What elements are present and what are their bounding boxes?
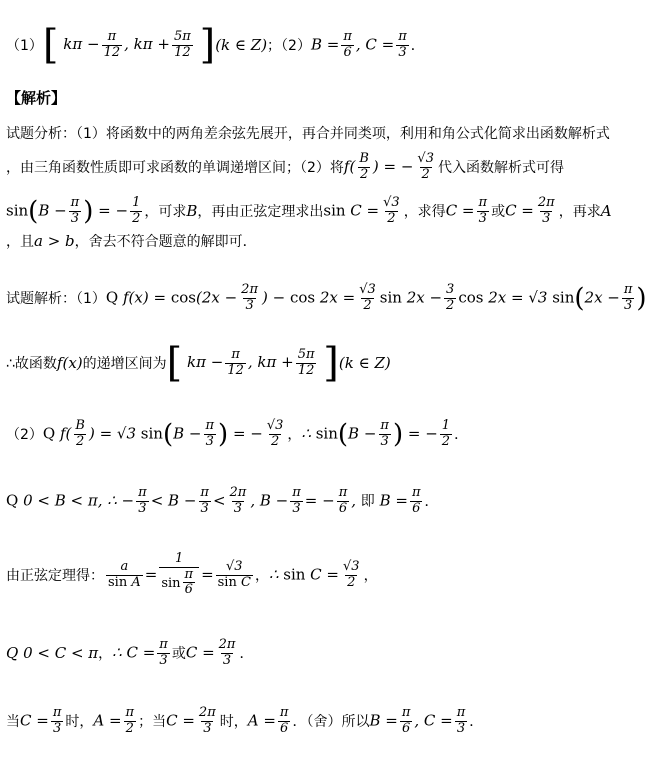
answer-separator: ；（2）: [267, 38, 311, 54]
solution-line-3-sep: ，: [287, 427, 302, 443]
solution-line-7-text-c: ；当: [138, 714, 167, 730]
answer-part1-set: (k ∈ Z): [215, 36, 268, 54]
analysis-heading: 【解析】: [6, 88, 67, 107]
solution-line-5-expr: $\frac{a}{\text{sin A}}$ = 1 sin $\frac{\pi}{6}$ = $\frac{√3}{\text{sin C}}$: [108, 550, 251, 598]
summary-line-3-expr1: sin(B − $\frac{\pi}{3}$ ) = − $\frac{1}{2}$: [6, 194, 141, 226]
solution-line-5-sep: ，: [254, 568, 269, 584]
summary-line-4-text-a: ，且: [6, 234, 34, 250]
summary-line-3-var-a: A: [600, 202, 612, 220]
answer-part1-label: （1）: [6, 38, 43, 54]
solution-line-3-end: ．: [454, 427, 469, 443]
summary-line-3-text-d: ，求得: [403, 204, 446, 220]
solution-line-7-text-d: 时，: [219, 714, 248, 730]
solution-line-7-text-a: 当: [6, 714, 20, 730]
solution-line-2-fx: f(x): [56, 354, 83, 372]
solution-line-6-expr3: C = $\frac{2\pi}{3}$: [185, 636, 236, 668]
solution-line-4-end: ．: [424, 494, 439, 510]
summary-line-3-text-c: ，再由正弦定理求出: [197, 204, 324, 220]
summary-line-3-expr3: C = $\frac{\pi}{3}$: [445, 194, 488, 226]
summary-line-3: [6, 188, 624, 234]
answer-line: [6, 20, 624, 70]
solution-line-2-set: (k ∈ Z): [338, 354, 391, 372]
solution-line-7: [6, 698, 624, 744]
solution-line-7-expr2: A = $\frac{\pi}{2}$: [93, 704, 135, 736]
solution-line-2-interval: [ kπ − $\frac{\pi}{12}$ , kπ + $\frac{5\pi}{12}$ ]: [166, 340, 339, 386]
solution-line-5-text-a: 由正弦定理得：: [6, 568, 104, 584]
answer-part2-result: B = $\frac{\pi}{6}$ , C = $\frac{\pi}{3}$: [310, 28, 407, 60]
solution-line-2-text-b: 的递增区间为: [82, 356, 167, 372]
summary-line-3-expr4: C = $\frac{2\pi}{3}$: [505, 194, 555, 226]
solution-line-1: [6, 274, 647, 322]
solution-line-3: [6, 410, 624, 458]
solution-line-5-end: ，: [363, 568, 378, 584]
solution-line-7-expr1: C = $\frac{\pi}{3}$: [20, 704, 62, 736]
summary-line-2: [6, 146, 624, 188]
solution-line-5: [6, 546, 624, 604]
solution-line-1-expr: Q f(x) = cos(2x − $\frac{2\pi}{3}$ ) − cos 2x = $\frac{√3}{2}$ sin 2x − $\frac{3}{2}$ cos 2x = √3 sin(2x − $\frac{\pi}{3}$ ): [105, 281, 647, 313]
solution-line-7-text-b: 时，: [65, 714, 94, 730]
summary-line-4: [6, 230, 624, 252]
summary-line-2-text-a: ，由三角函数性质即可求函数的单调递增区间；（2）将: [6, 160, 344, 176]
summary-line-4-expr: a > b: [34, 232, 75, 250]
solution-line-2: [6, 338, 624, 388]
summary-line-2-text-b: 代入函数解析式可得: [437, 160, 564, 176]
answer-part1-interval: [ kπ − $\frac{\pi}{12}$ , kπ + $\frac{5\pi}{12}$ ]: [42, 22, 216, 68]
solution-line-4-expr: Q 0 < B < π, ∴ − $\frac{\pi}{3}$ < B − $\frac{\pi}{3}$ < $\frac{2\pi}{3}$ , B − $\frac{\pi}{3}$ = − $\frac{\pi}{6}$ , 即 B = $\frac{\pi}{6}$: [6, 484, 421, 516]
solution-line-7-end: ．: [469, 714, 484, 730]
solution-line-3-expr1: Q f( $\frac{B}{2}$ ) = √3 sin(B − $\frac{\pi}{3}$ ) = − $\frac{√3}{2}$: [42, 417, 284, 449]
solution-line-4: [6, 478, 624, 524]
solution-line-3-expr2: ∴ sin(B − $\frac{\pi}{3}$ ) = − $\frac{1}{2}$: [301, 417, 451, 449]
solution-line-7-text-e: ．（舍）所以: [292, 714, 370, 730]
summary-line-3-text-a: ，可求: [144, 204, 187, 220]
solution-line-3-label: （2）: [6, 427, 43, 443]
solution-line-6-end: ．: [239, 646, 254, 662]
solution-line-7-expr3: C = $\frac{2\pi}{3}$: [166, 704, 216, 736]
solution-line-2-text-a: ∴故函数: [6, 356, 57, 372]
summary-line-3-text-f: ，再求: [558, 204, 601, 220]
summary-line-1: 试题分析：（1）将函数中的两角差余弦先展开，再合并同类项，利用和角公式化简求出函数解析式: [6, 126, 610, 142]
solution-line-6-sep: ，: [98, 646, 113, 662]
solution-line-6: [6, 630, 624, 676]
solution-line-6-expr: Q 0 < C < π: [6, 644, 99, 662]
solution-line-7-expr5: B = $\frac{\pi}{6}$ , C = $\frac{\pi}{3}$: [369, 704, 466, 736]
solution-line-6-expr2: ∴ C = $\frac{\pi}{3}$: [112, 636, 168, 668]
summary-line-4-text-b: ，舍去不符合题意的解即可．: [74, 234, 257, 250]
answer-end: ．: [410, 38, 425, 54]
solution-line-7-expr4: A = $\frac{\pi}{6}$: [247, 704, 289, 736]
summary-line-2-expr: f( $\frac{B}{2}$ ) = − $\frac{√3}{2}$: [343, 150, 434, 182]
solution-line-5-expr2: ∴ sin C = $\frac{√3}{2}$: [268, 558, 360, 590]
summary-line-3-text-e: 或: [491, 204, 506, 220]
solution-line-6-or: 或: [171, 646, 186, 662]
summary-line-3-var-b: B: [186, 202, 198, 220]
summary-line-3-expr2: sin C = $\frac{√3}{2}$: [323, 194, 400, 226]
solution-label: 试题解析：（1）: [6, 291, 106, 307]
